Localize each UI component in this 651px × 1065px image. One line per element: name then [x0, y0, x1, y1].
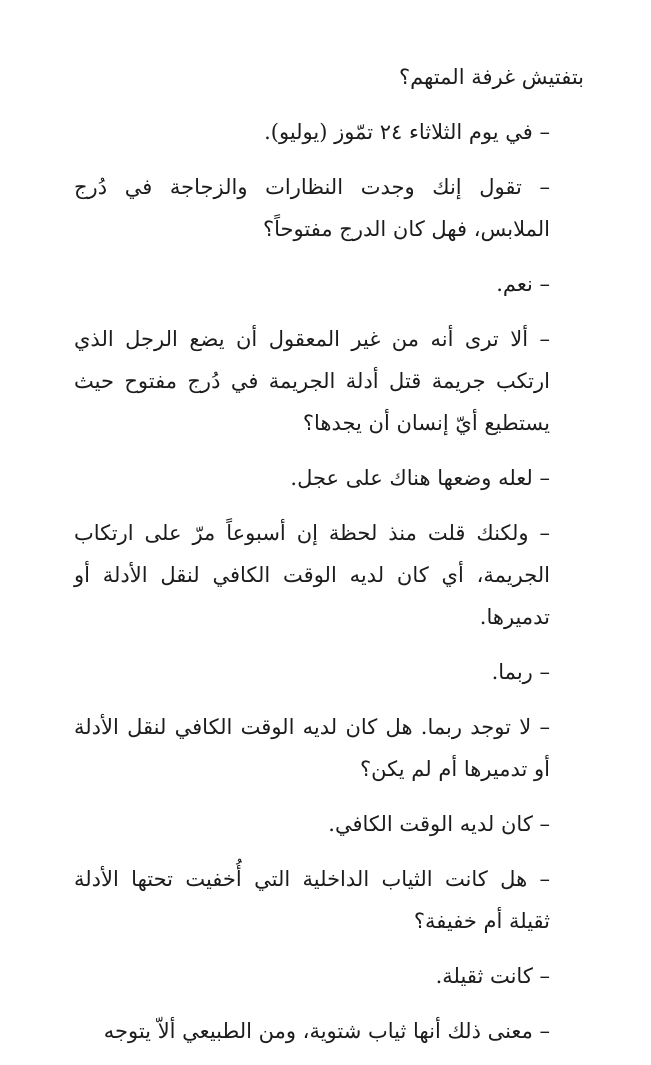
paragraph: – معنى ذلك أنها ثياب شتوية، ومن الطبيعي ألاّ يتوجه [103, 1019, 550, 1043]
paragraph: – لا توجد ربما. هل كان لديه الوقت الكافي لنقل الأدلة أو تدميرها أم لم يكن؟ [74, 715, 550, 781]
paragraph: – في يوم الثلاثاء ٢٤ تمّوز (يوليو). [264, 120, 550, 144]
paragraph: – هل كانت الثياب الداخلية التي أُخفيت تحتها الأدلة ثقيلة أم خفيفة؟ [74, 867, 550, 933]
paragraph: – لعله وضعها هناك على عجل. [290, 466, 550, 490]
paragraph: – ربما. [491, 660, 550, 684]
paragraph: – ولكنك قلت منذ لحظة إن أسبوعاً مرّ على ارتكاب الجريمة، أي كان لديه الوقت الكافي لنقل الأدلة أو تدميرها. [74, 521, 550, 629]
paragraph: – كان لديه الوقت الكافي. [328, 812, 550, 836]
paragraph: – تقول إنك وجدت النظارات والزجاجة في دُرج الملابس، فهل كان الدرج مفتوحاً؟ [74, 175, 550, 241]
paragraph: – كانت ثقيلة. [435, 964, 550, 988]
body-text [74, 56, 584, 1065]
paragraph: – ألا ترى أنه من غير المعقول أن يضع الرجل الذي ارتكب جريمة قتل أدلة الجريمة في دُرج مفتوح حيث يستطيع أيّ إنسان أن يجدها؟ [74, 327, 550, 435]
paragraph: – نعم. [496, 272, 550, 296]
paragraph: بتفتيش غرفة المتهم؟ [399, 65, 584, 89]
